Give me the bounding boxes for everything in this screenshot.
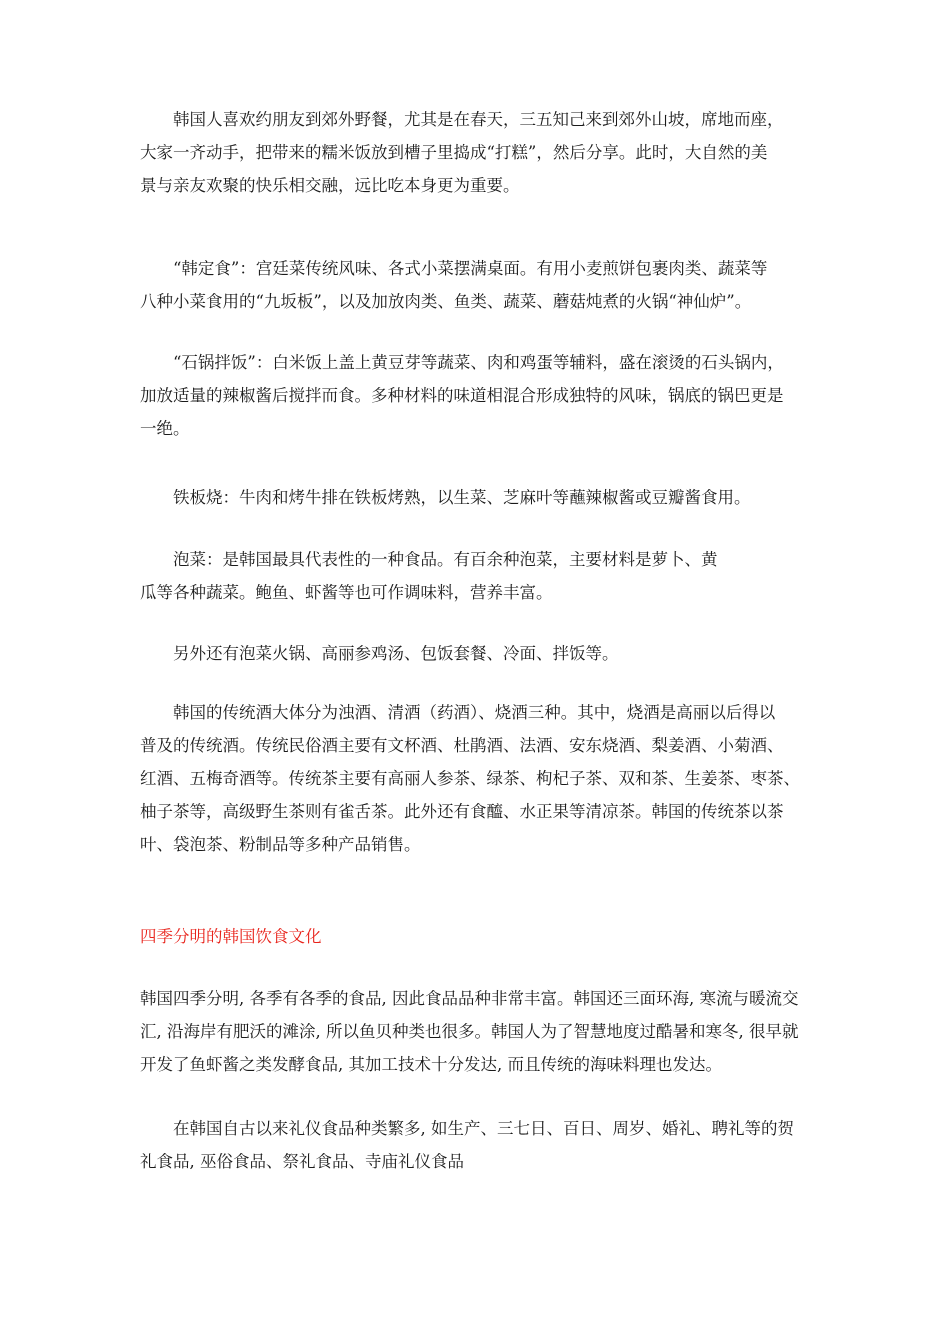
paragraph-other-dishes xyxy=(140,637,830,670)
section-heading: 四季分明的韩国饮食文化 xyxy=(140,927,322,946)
text-line: 韩国四季分明, 各季有各季的食品, 因此食品品种非常丰富。韩国还三面环海, 寒流与暖流交 xyxy=(140,989,799,1008)
text-line: 柚子茶等，高级野生茶则有雀舌茶。此外还有食醯、水正果等清凉茶。韩国的传统茶以茶 xyxy=(140,802,784,821)
text-line: 叶、袋泡茶、粉制品等多种产品销售。 xyxy=(140,835,421,854)
text-line: 红酒、五梅奇酒等。传统茶主要有高丽人参茶、绿茶、枸杞子茶、双和茶、生姜茶、枣茶、 xyxy=(140,769,800,788)
text-line: 景与亲友欢聚的快乐相交融，远比吃本身更为重要。 xyxy=(140,176,520,195)
document-page xyxy=(140,0,830,1344)
text-line: 韩国的传统酒大体分为浊酒、清酒（药酒）、烧酒三种。其中，烧酒是高丽以后得以 xyxy=(173,703,776,722)
text-line: 另外还有泡菜火锅、高丽参鸡汤、包饭套餐、冷面、拌饭等。 xyxy=(173,644,619,663)
text-line: 开发了鱼虾酱之类发酵食品, 其加工技术十分发达, 而且传统的海味料理也发达。 xyxy=(140,1055,722,1074)
text-line: 一绝。 xyxy=(140,419,190,438)
text-line: 汇, 沿海岸有肥沃的滩涂, 所以鱼贝种类也很多。韩国人为了智慧地度过酷暑和寒冬, 很早就 xyxy=(140,1022,799,1041)
text-line: 八种小菜食用的“九坂板”，以及加放肉类、鱼类、蔬菜、蘑菇炖煮的火锅“神仙炉”。 xyxy=(140,292,752,311)
text-line: 铁板烧：牛肉和烤牛排在铁板烤熟，以生菜、芝麻叶等蘸辣椒酱或豆瓣酱食用。 xyxy=(173,488,751,507)
text-line: “韩定食”：宫廷菜传统风味、各式小菜摆满桌面。有用小麦煎饼包裹肉类、蔬菜等 xyxy=(173,259,768,278)
paragraph-four-seasons xyxy=(140,982,830,1081)
text-line: “石锅拌饭”：白米饭上盖上黄豆芽等蔬菜、肉和鸡蛋等辅料，盛在滚烫的石头锅内， xyxy=(173,353,784,372)
text-line: 大家一齐动手，把带来的糯米饭放到槽子里捣成“打糕”，然后分享。此时，大自然的美 xyxy=(140,143,768,162)
paragraph-stone-bibimbap xyxy=(140,346,830,445)
text-line: 韩国人喜欢约朋友到郊外野餐，尤其是在春天，三五知己来到郊外山坡，席地而座， xyxy=(173,110,784,129)
text-line: 普及的传统酒。传统民俗酒主要有文杯酒、杜鹃酒、法酒、安东烧酒、梨姜酒、小菊酒、 xyxy=(140,736,784,755)
text-line: 瓜等各种蔬菜。鲍鱼、虾酱等也可作调味料，营养丰富。 xyxy=(140,583,553,602)
text-line: 礼食品, 巫俗食品、祭礼食品、寺庙礼仪食品 xyxy=(140,1152,464,1171)
paragraph-han-jeongsik xyxy=(140,252,830,318)
paragraph-traditional-drinks xyxy=(140,696,830,861)
text-line: 加放适量的辣椒酱后搅拌而食。多种材料的味道相混合形成独特的风味，锅底的锅巴更是 xyxy=(140,386,784,405)
text-line: 在韩国自古以来礼仪食品种类繁多, 如生产、三七日、百日、周岁、婚礼、聘礼等的贺 xyxy=(173,1119,794,1138)
paragraph-picnic-culture xyxy=(140,103,830,202)
paragraph-kimchi xyxy=(140,543,830,609)
text-line: 泡菜：是韩国最具代表性的一种食品。有百余种泡菜，主要材料是萝卜、黄 xyxy=(173,550,718,569)
paragraph-teppanyaki xyxy=(140,481,830,514)
paragraph-ritual-food xyxy=(140,1112,830,1178)
